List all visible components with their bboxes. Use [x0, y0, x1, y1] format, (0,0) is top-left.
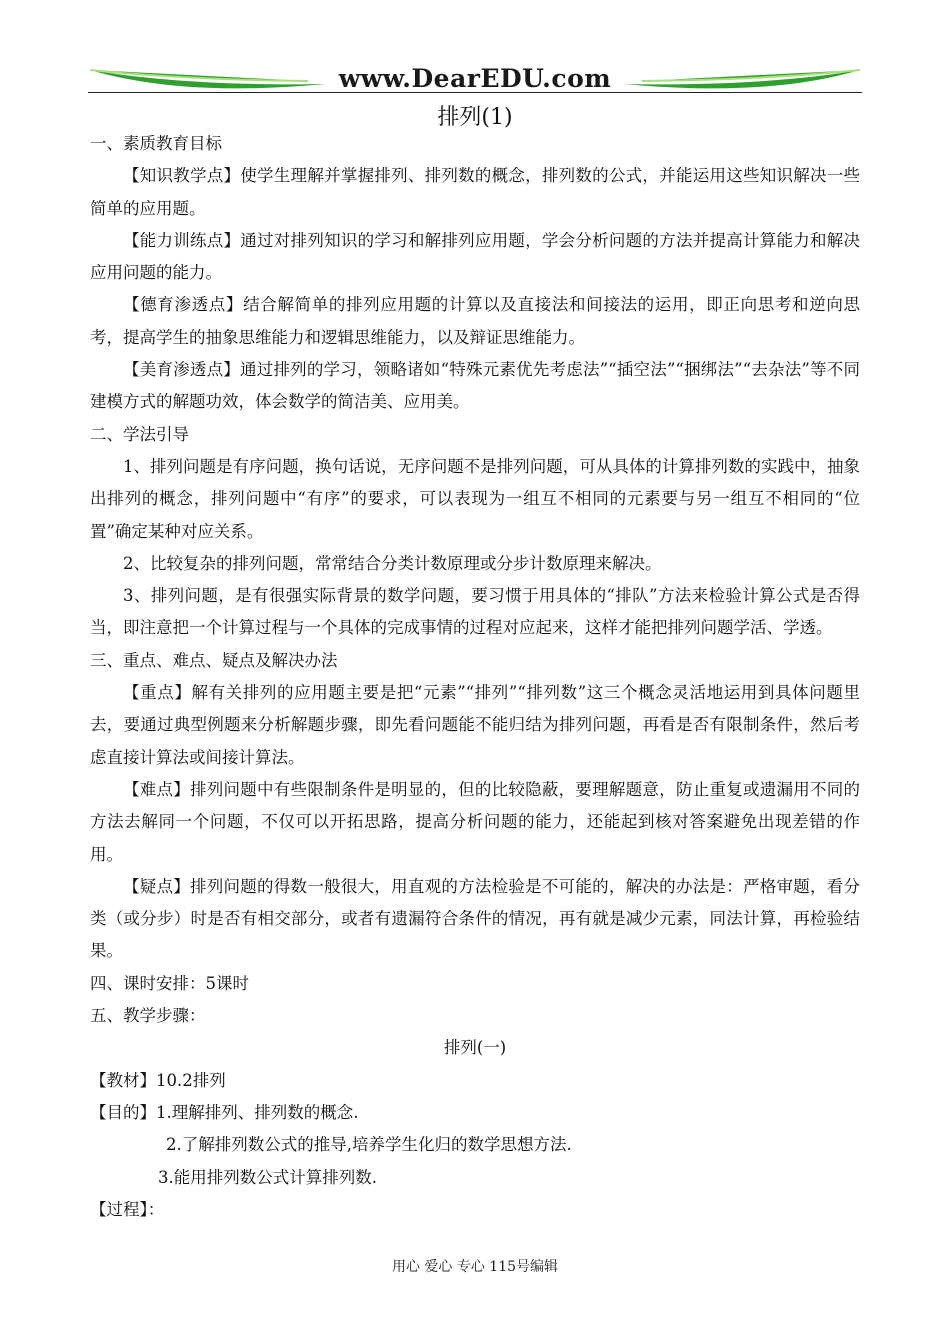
paragraph: 【疑点】排列问题的得数一般很大，用直观的方法检验是不可能的，解决的办法是：严格审题，看分类（或分步）时是否有相交部分，或者有遗漏符合条件的情况，再有就是减少元素，同法计算，再检验结果。 [90, 876, 860, 961]
paragraph: 【能力训练点】通过对排列知识的学习和解排列应用题，学会分析问题的方法并提高计算能力和解决应用问题的能力。 [90, 230, 860, 283]
paragraph: 【难点】排列问题中有些限制条件是明显的，但的比较隐蔽，要理解题意，防止重复或遗漏用不同的方法去解同一个问题，不仅可以开拓思路，提高分析问题的能力，还能起到核对答案避免出现差错的作用。 [90, 779, 860, 864]
paragraph: 2、比较复杂的排列问题，常常结合分类计数原理或分步计数原理来解决。 [123, 553, 662, 573]
page-title: 排列(1) [437, 105, 513, 130]
section-heading: 二、学法引导 [90, 424, 189, 444]
lesson-goal: 【目的】1.理解排列、排列数的概念. [90, 1102, 359, 1122]
header-rule [88, 92, 862, 93]
paragraph: 【德育渗透点】结合解简单的排列应用题的计算以及直接法和间接法的运用，即正向思考和逆向思考，提高学生的抽象思维能力和逻辑思维能力，以及辩证思维能力。 [90, 295, 860, 347]
section-heading: 三、重点、难点、疑点及解决办法 [90, 650, 338, 670]
site-url: www.DearEDU.com [338, 64, 612, 93]
lesson-goal: 3.能用排列数公式计算排列数. [158, 1167, 377, 1187]
page-footer: 用心 爱心 专心 115号编辑 [391, 1259, 559, 1275]
document-body [90, 128, 860, 1226]
lesson-material: 【教材】10.2排列 [90, 1070, 226, 1090]
lesson-goal: 2.了解排列数公式的推导,培养学生化归的数学思想方法. [166, 1135, 572, 1155]
section-heading: 一、素质教育目标 [90, 134, 222, 153]
paragraph: 【美育渗透点】通过排列的学习，领略诸如“特殊元素优先考虑法”“插空法”“捆绑法”“去杂法”等不同建模方式的解题功效，体会数学的简洁美、应用美。 [90, 360, 860, 412]
paragraph: 3、排列问题，是有很强实际背景的数学问题，要习惯于用具体的“排队”方法来检验计算公式是否得当，即注意把一个计算过程与一个具体的完成事情的过程对应起来，这样才能把排列问题学活、学透。 [90, 586, 860, 638]
section-heading: 四、课时安排：5课时 [90, 973, 249, 993]
paragraph: 【重点】解有关排列的应用题主要是把“元素”“排列”“排列数”这三个概念灵活地运用到具体问题里去，要通过典型例题来分析解题步骤，即先看问题能不能归结为排列问题，再看是否有限制条件，然后考虑直接计算法或间接计算法。 [90, 683, 860, 767]
lesson-subtitle: 排列(一) [443, 1038, 507, 1058]
paragraph: 1、排列问题是有序问题，换句话说，无序问题不是排列问题，可从具体的计算排列数的实践中，抽象出排列的概念，排列问题中“有序”的要求，可以表现为一组互不相同的元素要与另一组互不相同的“位置”确定某种对应关系。 [90, 456, 860, 541]
paragraph: 【知识教学点】使学生理解并掌握排列、排列数的概念，排列数的公式，并能运用这些知识解决一些简单的应用题。 [90, 166, 860, 218]
site-banner [88, 62, 862, 96]
lesson-process: 【过程】： [90, 1199, 165, 1219]
section-heading: 五、教学步骤： [90, 1006, 206, 1026]
